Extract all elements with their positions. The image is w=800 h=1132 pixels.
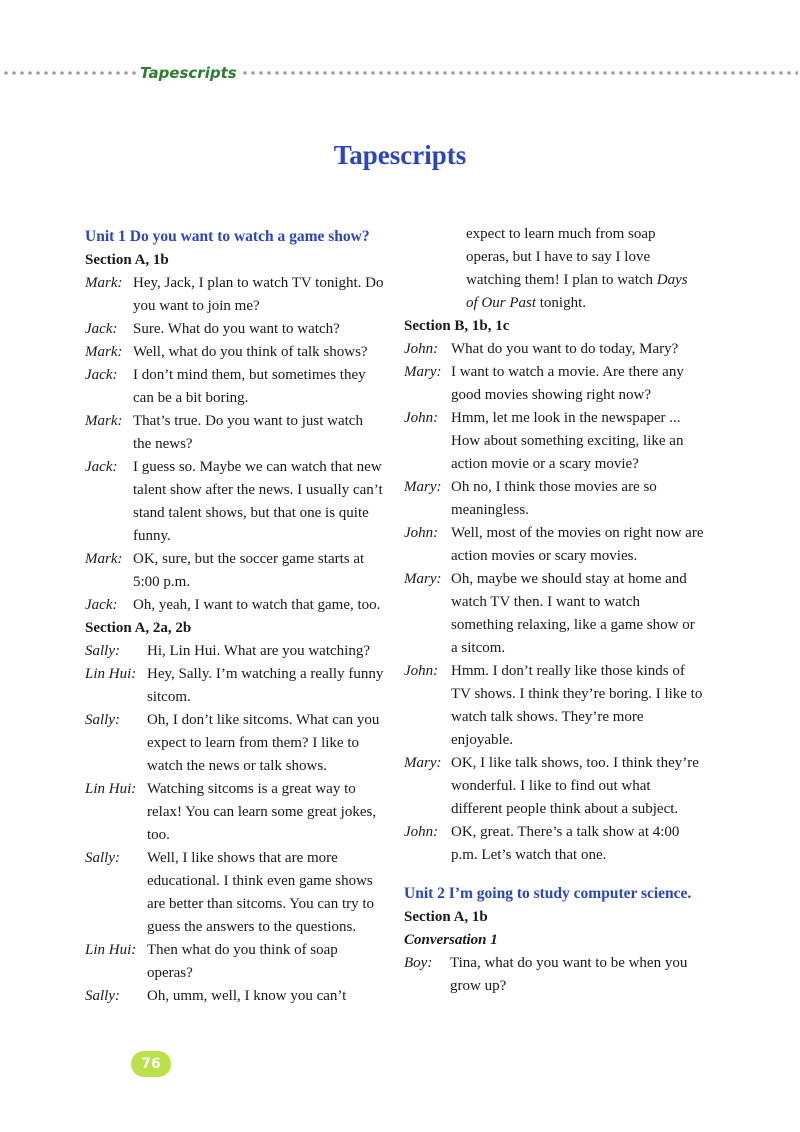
dialogue-line bbox=[404, 522, 704, 568]
speech-text: Sure. What do you want to watch? bbox=[133, 321, 340, 337]
dialogue-line bbox=[404, 361, 704, 407]
dialogue-2 bbox=[85, 640, 385, 1008]
speaker-name: Sally: bbox=[85, 850, 120, 866]
speaker-name: Mark: bbox=[85, 413, 123, 429]
speech-text: Hmm. I don’t really like those kinds of TV shows. I think they’re boring. I like to watch talk shows. They’re more enjoyable. bbox=[451, 663, 703, 748]
continued-tail: tonight. bbox=[536, 295, 587, 311]
speech-text: Hi, Lin Hui. What are you watching? bbox=[147, 643, 370, 659]
header-dots-right bbox=[241, 71, 798, 75]
program-title-part2: of Our Past bbox=[466, 295, 537, 311]
speech-text: OK, great. There’s a talk show at 4:00 p.m. Let’s watch that one. bbox=[451, 824, 680, 863]
dialogue-line bbox=[404, 752, 704, 821]
speech-text: Hmm, let me look in the newspaper ... How about something exciting, like an action movie or a scary movie? bbox=[451, 410, 684, 472]
page-title: Tapescripts bbox=[333, 140, 467, 170]
speaker-name: John: bbox=[404, 663, 439, 679]
speaker-name: Lin Hui: bbox=[85, 666, 137, 682]
unit2-section-a-1b-heading: Section A, 1b bbox=[404, 909, 488, 925]
speaker-name: John: bbox=[404, 410, 439, 426]
speaker-name: Jack: bbox=[85, 597, 118, 613]
right-column bbox=[404, 223, 704, 998]
speaker-name: Lin Hui: bbox=[85, 942, 137, 958]
continued-line: expect to learn much from soap bbox=[466, 226, 656, 242]
speech-text: Well, I like shows that are more educational. I think even game shows are better than sitcoms. You can try to guess the answers to the questions. bbox=[147, 850, 375, 935]
speech-text: What do you want to do today, Mary? bbox=[451, 341, 679, 357]
dialogue-line bbox=[85, 456, 385, 548]
dialogue-1 bbox=[85, 272, 385, 617]
dialogue-line bbox=[85, 364, 385, 410]
speaker-name: Mark: bbox=[85, 551, 123, 567]
dialogue-line bbox=[85, 847, 385, 939]
speech-text: Hey, Sally. I’m watching a really funny sitcom. bbox=[147, 666, 384, 705]
speech-text: Well, what do you think of talk shows? bbox=[133, 344, 368, 360]
dialogue-line bbox=[404, 952, 704, 998]
dialogue-line bbox=[85, 985, 385, 1008]
speech-text: Well, most of the movies on right now are action movies or scary movies. bbox=[451, 525, 704, 564]
section-a-2a-2b-heading: Section A, 2a, 2b bbox=[85, 620, 192, 636]
speech-text: Then what do you think of soap operas? bbox=[147, 942, 338, 981]
dialogue-line bbox=[404, 476, 704, 522]
speaker-name: Boy: bbox=[404, 955, 433, 971]
speech-text: Oh, yeah, I want to watch that game, too. bbox=[133, 597, 381, 613]
speaker-name: Jack: bbox=[85, 321, 118, 337]
dialogue-line bbox=[404, 338, 704, 361]
dialogue-line bbox=[85, 939, 385, 985]
speaker-name: Mary: bbox=[404, 755, 442, 771]
dialogue-line bbox=[85, 341, 385, 364]
speaker-name: John: bbox=[404, 341, 439, 357]
speaker-name: Mark: bbox=[85, 275, 123, 291]
continued-line bbox=[404, 269, 704, 292]
dialogue-line bbox=[85, 640, 385, 663]
speech-text: Oh no, I think those movies are so meaningless. bbox=[451, 479, 657, 518]
speaker-name: Mary: bbox=[404, 479, 442, 495]
page-number-badge: 76 bbox=[131, 1051, 171, 1077]
continued-line bbox=[404, 292, 704, 315]
continued-line: operas, but I have to say I love bbox=[466, 249, 651, 265]
speaker-name: Sally: bbox=[85, 643, 120, 659]
speech-text: I want to watch a movie. Are there any good movies showing right now? bbox=[451, 364, 684, 403]
dialogue-line bbox=[404, 407, 704, 476]
speaker-name: Lin Hui: bbox=[85, 781, 137, 797]
dialogue-line bbox=[404, 821, 704, 867]
dialogue-line bbox=[404, 568, 704, 660]
speaker-name: Jack: bbox=[85, 459, 118, 475]
speech-text: I guess so. Maybe we can watch that new talent show after the news. I usually can’t stand talent shows, but that one is quite funny. bbox=[133, 459, 383, 544]
dialogue-line bbox=[85, 778, 385, 847]
dialogue-3 bbox=[404, 338, 704, 867]
header-dots-left bbox=[2, 71, 136, 75]
unit2-heading: Unit 2 I’m going to study computer science. bbox=[404, 885, 692, 902]
unit1-heading: Unit 1 Do you want to watch a game show? bbox=[85, 228, 370, 245]
speaker-name: Sally: bbox=[85, 712, 120, 728]
speaker-name: John: bbox=[404, 525, 439, 541]
speaker-name: Mark: bbox=[85, 344, 123, 360]
dialogue-line bbox=[85, 709, 385, 778]
speech-text: OK, I like talk shows, too. I think they’re wonderful. I like to find out what different people think about a subject. bbox=[451, 755, 699, 817]
dialogue-line bbox=[85, 663, 385, 709]
continued-text: watching them! I plan to watch bbox=[466, 272, 657, 288]
speaker-name: Mary: bbox=[404, 571, 442, 587]
speech-text: Oh, maybe we should stay at home and watch TV then. I want to watch something relaxing, like a game show or a sitcom. bbox=[451, 571, 695, 656]
speaker-name: Sally: bbox=[85, 988, 120, 1004]
speech-text: Oh, I don’t like sitcoms. What can you expect to learn from them? I like to watch the news or talk shows. bbox=[147, 712, 380, 774]
speech-text: That’s true. Do you want to just watch the news? bbox=[133, 413, 363, 452]
dialogue-line bbox=[404, 660, 704, 752]
dialogue-4 bbox=[404, 952, 704, 998]
dialogue-line bbox=[85, 272, 385, 318]
dialogue-line bbox=[85, 410, 385, 456]
conversation-1-heading: Conversation 1 bbox=[404, 932, 498, 948]
section-b-heading: Section B, 1b, 1c bbox=[404, 318, 510, 334]
dialogue-line bbox=[85, 594, 385, 617]
speech-text: OK, sure, but the soccer game starts at 5:00 p.m. bbox=[133, 551, 365, 590]
section-a-1b-heading: Section A, 1b bbox=[85, 252, 169, 268]
speech-text: Oh, umm, well, I know you can’t bbox=[147, 988, 347, 1004]
speaker-name: Mary: bbox=[404, 364, 442, 380]
speech-text: I don’t mind them, but sometimes they can be a bit boring. bbox=[133, 367, 366, 406]
program-title-part1: Days bbox=[656, 272, 688, 288]
running-header bbox=[0, 62, 800, 84]
speech-text: Watching sitcoms is a great way to relax! You can learn some great jokes, too. bbox=[147, 781, 377, 843]
speaker-name: John: bbox=[404, 824, 439, 840]
dialogue-line bbox=[85, 318, 385, 341]
speech-text: Tina, what do you want to be when you grow up? bbox=[450, 955, 688, 994]
dialogue-line bbox=[85, 548, 385, 594]
speech-text: Hey, Jack, I plan to watch TV tonight. Do you want to join me? bbox=[133, 275, 384, 314]
left-column bbox=[85, 223, 385, 1008]
speaker-name: Jack: bbox=[85, 367, 118, 383]
header-label: Tapescripts bbox=[140, 64, 237, 82]
